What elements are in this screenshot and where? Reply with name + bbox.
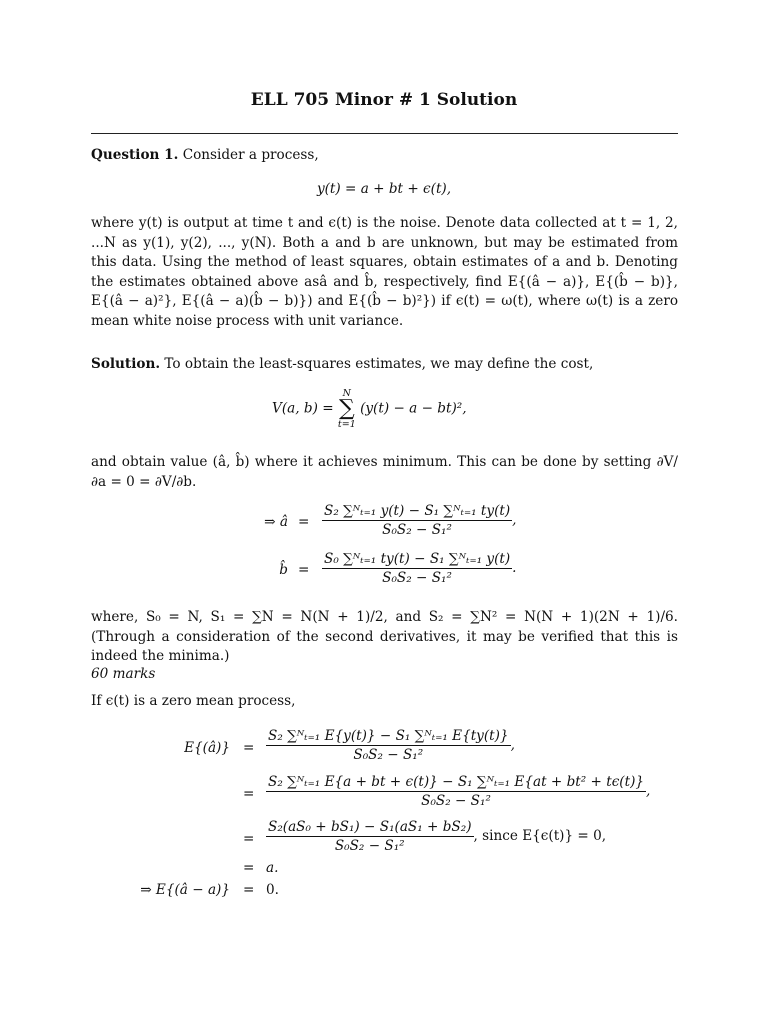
step-3-denominator: S₀S₂ − S₁² — [334, 838, 405, 854]
b-hat-lhs: b̂ — [279, 562, 288, 578]
where-text: where, S₀ = N, S₁ = ∑N = N(N + 1)/2, and S₂ = ∑N² = N(N + 1)(2N + 1)/6. (Through a consideration of the second derivatives, it may be verified that this is indeed the minima.) — [91, 609, 678, 665]
step-5-op: = — [243, 882, 255, 898]
cost-sum-upper: N — [342, 388, 351, 399]
step-1-rhs — [266, 728, 515, 763]
solution-intro-text: To obtain the least-squares estimates, we may define the cost, — [164, 356, 594, 372]
b-hat-fraction — [322, 551, 512, 586]
step-1-op: = — [243, 740, 255, 756]
step-1-numerator: S₂ ∑ᴺₜ₌₁ E{y(t)} − S₁ ∑ᴺₜ₌₁ E{ty(t)} — [268, 728, 509, 744]
step-1-denominator: S₀S₂ − S₁² — [353, 747, 424, 763]
step-5-lhs: ⇒ E{(â − a)} — [140, 882, 230, 898]
b-hat-numerator: S₀ ∑ᴺₜ₌₁ ty(t) − S₁ ∑ᴺₜ₌₁ y(t) — [324, 551, 511, 567]
a-hat-lhs: ⇒ â — [264, 514, 288, 530]
step-2-rhs — [266, 774, 650, 809]
step-1-fraction — [266, 728, 511, 763]
cost-equation — [272, 388, 467, 430]
step-3-trail: , since E{ϵ(t)} = 0, — [473, 828, 607, 844]
marks-label: 60 marks — [91, 666, 156, 682]
question-intro — [91, 146, 678, 166]
question-lead: Question 1. — [91, 147, 179, 163]
question-body: where y(t) is output at time t and ϵ(t) is the noise. Denote data collected at t = 1, 2, ...N as y(1), y(2), ..., y(N). Both a and b are unknown, but may be estimated from this data. Using the method of least squares, obtain estimates of a and b. Denoting the estimates obtained above asâ and b̂, respectively, find E{(â − a)}, E{(b̂ − b)}, E{(â − a)²}, E{(â − a)(b̂ − b)}) and E{(b̂ − b)²}) if ϵ(t) = ω(t), where ω(t) is a zero mean white noise process with unit variance. — [91, 215, 678, 329]
b-hat-rhs — [322, 551, 516, 586]
cost-lhs: V(a, b) = — [272, 400, 334, 417]
step-3-rhs — [266, 819, 606, 854]
step-1-lhs: E{(â)} — [184, 740, 230, 756]
a-hat-fraction — [322, 503, 512, 538]
b-hat-trail: . — [512, 560, 517, 576]
cost-sum — [338, 388, 356, 430]
step-4-op: = — [243, 860, 255, 876]
b-hat-denominator: S₀S₂ − S₁² — [382, 570, 452, 586]
step-2-op: = — [243, 786, 255, 802]
step-2-trail: , — [646, 783, 651, 799]
process-equation: y(t) = a + bt + ϵ(t), — [316, 181, 452, 197]
step-2-numerator: S₂ ∑ᴺₜ₌₁ E{a + bt + ϵ(t)} − S₁ ∑ᴺₜ₌₁ E{at + bt² + tϵ(t)} — [268, 774, 645, 790]
step-1-trail: , — [510, 737, 515, 753]
a-hat-numerator: S₂ ∑ᴺₜ₌₁ y(t) − S₁ ∑ᴺₜ₌₁ ty(t) — [324, 503, 511, 519]
solution-lead: Solution. — [91, 356, 161, 372]
cost-rhs: (y(t) − a − bt)², — [360, 400, 467, 417]
cost-sum-lower: t=1 — [337, 419, 356, 430]
step-3-op: = — [243, 831, 255, 847]
step-3-numerator: S₂(aS₀ + bS₁) − S₁(aS₁ + bS₂) — [268, 819, 472, 835]
document-title: ELL 705 Minor # 1 Solution — [250, 90, 518, 110]
minimize-text: and obtain value (â, b̂) where it achieves minimum. This can be done by setting ∂V/∂a = 0 = ∂V/∂b. — [91, 454, 678, 490]
a-hat-denominator: S₀S₂ − S₁² — [382, 522, 452, 538]
step-3-fraction — [266, 819, 474, 854]
question-intro-text: Consider a process, — [182, 147, 319, 163]
solution-intro — [91, 355, 678, 375]
sigma-symbol: ∑ — [338, 396, 355, 421]
zero-mean-text: If ϵ(t) is a zero mean process, — [91, 693, 296, 709]
step-4-value: a. — [266, 860, 279, 876]
b-hat-op: = — [298, 562, 310, 578]
a-hat-rhs — [322, 503, 516, 538]
title-rule — [91, 133, 678, 134]
step-2-fraction — [266, 774, 646, 809]
a-hat-trail: , — [512, 512, 517, 528]
step-5-value: 0. — [266, 882, 279, 898]
a-hat-op: = — [298, 514, 310, 530]
step-2-denominator: S₀S₂ − S₁² — [421, 793, 491, 809]
